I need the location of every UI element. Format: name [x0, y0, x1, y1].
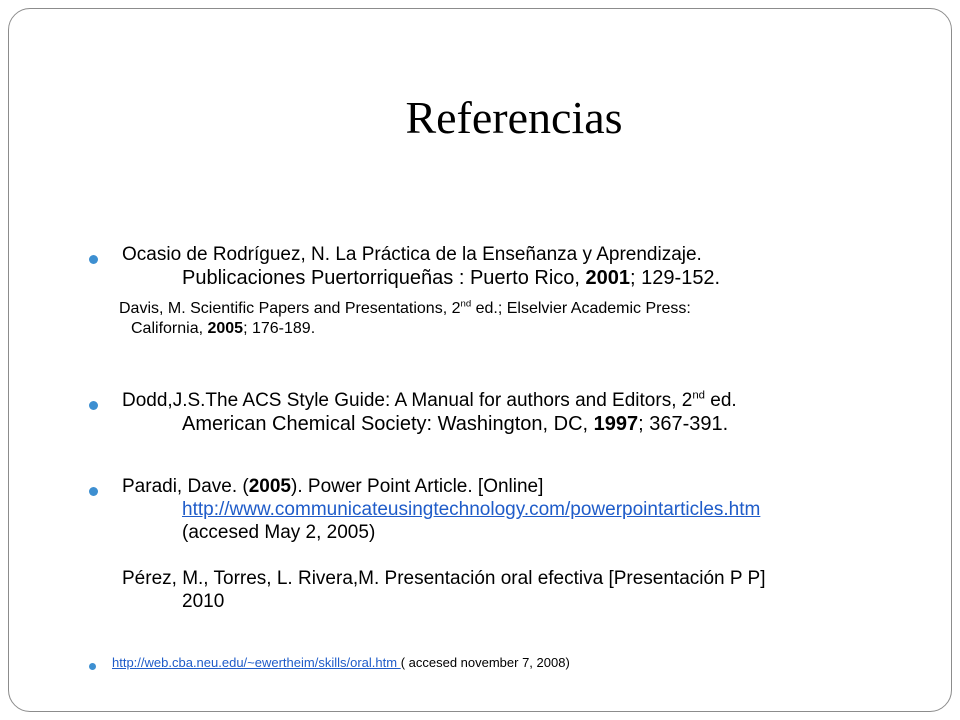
ocasio-line1: Ocasio de Rodríguez, N. La Práctica de la Enseñanza y Aprendizaje. [122, 244, 702, 265]
bullet-icon [89, 487, 98, 496]
ocasio-line2-b: ; 129-152. [630, 267, 721, 290]
bullet-icon [89, 401, 98, 410]
dodd-sup: nd [692, 389, 705, 402]
reference-paradi [122, 475, 922, 545]
davis-line2-b: ; 176-189. [243, 319, 316, 337]
davis-line1-b: ed.; Elselvier Academic Press: [471, 300, 691, 317]
paradi-line1-b: ). Power Point Article. [Online] [291, 476, 544, 497]
perez-line1: Pérez, M., Torres, L. Rivera,M. Presentación oral efectiva [Presentación P P] [122, 568, 766, 589]
slide-frame [8, 8, 952, 712]
reference-dodd [122, 389, 922, 437]
dodd-line1-b: ed. [705, 390, 737, 411]
reference-perez [122, 567, 922, 613]
bullet-icon [89, 663, 96, 670]
davis-year: 2005 [207, 319, 244, 337]
paradi-year: 2005 [248, 476, 292, 497]
bullet-icon [89, 255, 98, 264]
ocasio-year: 2001 [585, 267, 631, 290]
paradi-line1-a: Paradi, Dave. ( [122, 476, 249, 497]
perez-line2: 2010 [182, 591, 225, 613]
davis-line1-a: Davis, M. Scientific Papers and Presentations, 2 [119, 300, 461, 317]
reference-web [112, 655, 912, 671]
reference-davis [119, 299, 919, 338]
davis-sup: nd [460, 298, 472, 310]
ocasio-line2-a: Publicaciones Puertorriqueñas : Puerto Rico, [182, 267, 586, 290]
dodd-year: 1997 [593, 413, 639, 436]
web-note: ( accesed november 7, 2008) [400, 655, 570, 670]
slide-title: Referencias [405, 92, 623, 143]
davis-line2-a: California, [131, 319, 208, 337]
reference-ocasio [122, 243, 922, 291]
web-url-link[interactable]: http://web.cba.neu.edu/~ewertheim/skills/oral.htm [112, 655, 401, 670]
dodd-line1-a: Dodd,J.S.The ACS Style Guide: A Manual for authors and Editors, 2 [122, 390, 693, 411]
dodd-line2-b: ; 367-391. [638, 413, 729, 436]
paradi-url-link[interactable]: http://www.communicateusingtechnology.com/powerpointarticles.htm [182, 499, 761, 521]
dodd-line2-a: American Chemical Society: Washington, DC, [182, 413, 594, 436]
paradi-line3: (accesed May 2, 2005) [182, 522, 376, 544]
